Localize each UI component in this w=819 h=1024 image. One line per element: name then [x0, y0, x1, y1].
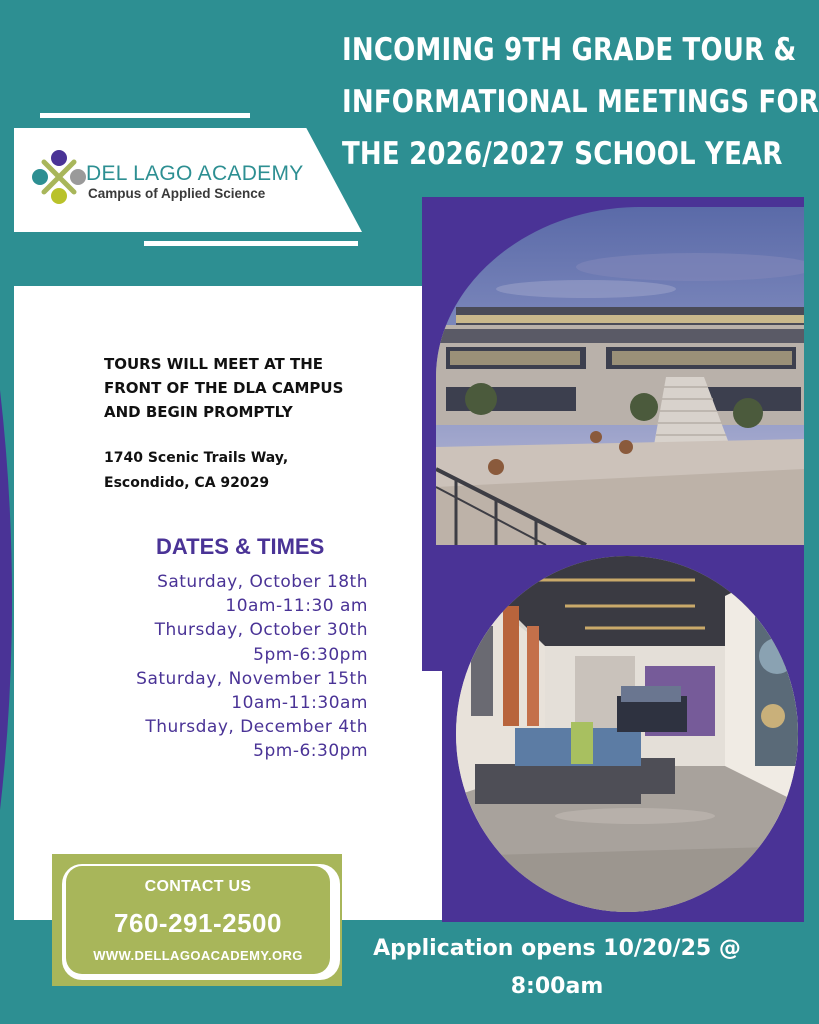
headline-line-1: INCOMING 9TH GRADE TOUR &	[342, 32, 797, 68]
schedule-list	[60, 570, 368, 764]
meeting-info	[104, 352, 343, 424]
four-figures-logo-icon	[32, 150, 86, 204]
application-line-2: 8:00am	[510, 974, 604, 999]
logo-divider-top	[40, 113, 250, 118]
schedule-day: Saturday, November 15th	[136, 668, 368, 689]
meeting-info-line-3: AND BEGIN PROMPTLY	[104, 403, 293, 421]
logo-name: DEL LAGO ACADEMY	[86, 162, 304, 185]
logo-subtitle: Campus of Applied Science	[88, 186, 266, 201]
logo	[30, 144, 304, 216]
campus-address	[104, 446, 288, 496]
headline	[342, 24, 819, 180]
dates-title: DATES & TIMES	[156, 534, 325, 559]
address-city: Escondido, CA 92029	[104, 475, 270, 491]
logo-divider-bottom	[144, 241, 358, 246]
schedule-time: 10am-11:30 am	[225, 596, 368, 617]
address-street: 1740 Scenic Trails Way,	[104, 450, 289, 466]
headline-line-3: THE 2026/2027 SCHOOL YEAR	[342, 136, 783, 172]
photo-panel-connector	[422, 547, 444, 671]
schedule-day: Saturday, October 18th	[157, 572, 368, 592]
schedule-day: Thursday, December 4th	[145, 717, 368, 738]
application-notice	[352, 930, 762, 1006]
application-line-1: Application opens 10/20/25 @	[373, 936, 741, 961]
headline-line-2: INFORMATIONAL MEETINGS FOR	[342, 84, 819, 120]
schedule-day: Thursday, October 30th	[154, 620, 368, 641]
meeting-info-line-1: TOURS WILL MEET AT THE	[104, 355, 324, 373]
contact-label: CONTACT US	[144, 878, 252, 895]
schedule-time: 5pm-6:30pm	[253, 741, 368, 762]
campus-exterior-photo	[436, 207, 804, 545]
contact-phone: 760-291-2500	[114, 908, 282, 938]
contact-website: WWW.DELLAGOACADEMY.ORG	[93, 948, 303, 963]
contact-box	[66, 866, 330, 974]
meeting-info-line-2: FRONT OF THE DLA CAMPUS	[104, 379, 344, 397]
schedule-time: 5pm-6:30pm	[253, 644, 368, 665]
campus-interior-photo	[455, 556, 805, 912]
schedule-time: 10am-11:30am	[231, 693, 368, 714]
